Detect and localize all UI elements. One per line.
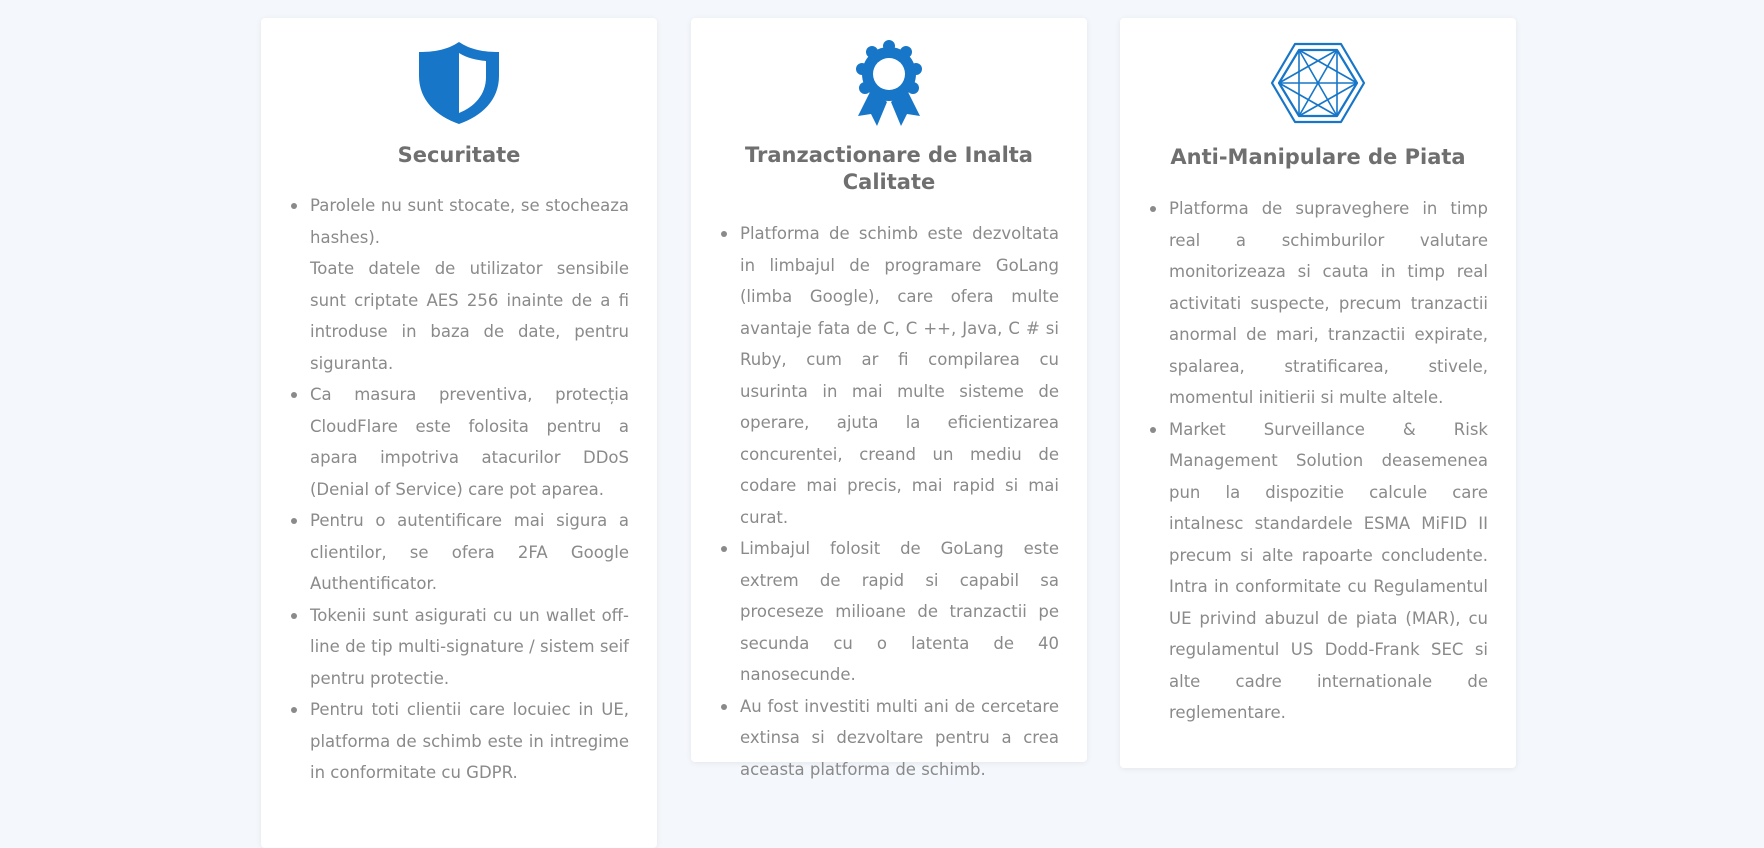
list-item: Platforma de supraveghere in timp real a schimburilor valutare monitorizeaza si cauta in timp real activitati suspecte, precum tranzactii anormal de mari, tranzactii expirate, spalarea, stratificarea, stivele, momentul initierii si multe altele.: [1147, 193, 1488, 414]
award-ribbon-icon: [854, 38, 924, 128]
card-title: Securitate: [397, 143, 521, 167]
list-item: Limbajul folosit de GoLang este extrem de rapid si capabil sa proceseze milioane de tranzactii pe secunda cu o latenta de 40 nanosecunde.: [718, 533, 1059, 691]
feature-card-security: [261, 18, 657, 848]
card-title: Anti-Manipulare de Piata: [1170, 145, 1466, 169]
list-item: Tokenii sunt asigurati cu un wallet off-line de tip multi-signature / sistem seif pentru protectie.: [288, 600, 629, 695]
feature-card-trading: [691, 18, 1087, 779]
list-item: [288, 190, 629, 379]
award-ribbon-icon-wrapper: [691, 38, 1087, 128]
feature-list: [1120, 193, 1516, 729]
list-item: Pentru toti clientii care locuiec in UE, platforma de schimb este in intregime in conformitate cu GDPR.: [288, 694, 629, 789]
feature-list: [691, 218, 1087, 785]
list-item-text-continued: Toate datele de utilizator sensibile sunt criptate AES 256 inainte de a fi introduse in baza de date, pentru siguranta.: [310, 259, 629, 373]
shield-icon-wrapper: [261, 38, 657, 128]
hexagon-network-icon: [1268, 41, 1368, 125]
list-item: Platforma de schimb este dezvoltata in limbajul de programare GoLang (limba Google), care ofera multe avantaje fata de C, C ++, Java, C # si Ruby, cum ar fi compilarea cu usurinta in mai multe sisteme de operare, ajuta la eficientizarea concurentei, creand un mediu de codare mai precis, mai rapid si mai curat.: [718, 218, 1059, 533]
feature-list: [261, 190, 657, 789]
list-item: Ca masura preventiva, protecția CloudFlare este folosita pentru a apara impotriva atacurilor DDoS (Denial of Service) care pot aparea.: [288, 379, 629, 505]
list-item: Au fost investiti multi ani de cercetare extinsa si dezvoltare pentru a crea aceasta platforma de schimb.: [718, 691, 1059, 786]
hexagon-network-icon-wrapper: [1120, 38, 1516, 128]
feature-card-anti-manipulation: [1120, 18, 1516, 768]
list-item: Pentru o autentificare mai sigura a clientilor, se ofera 2FA Google Authentificator.: [288, 505, 629, 600]
shield-icon: [414, 40, 504, 126]
card-title: Tranzactionare de Inalta Calitate: [745, 143, 1033, 194]
list-item: Market Surveillance & Risk Management Solution deasemenea pun la dispozitie calcule care intalnesc standardele ESMA MiFID II precum si alte rapoarte concludente. Intra in conformitate cu Regulamentul UE privind abuzul de piata (MAR), cu regulamentul US Dodd-Frank SEC si alte cadre internationale de reglementare.: [1147, 414, 1488, 729]
list-item-text: Parolele nu sunt stocate, se stocheaza hashes).: [310, 196, 629, 247]
